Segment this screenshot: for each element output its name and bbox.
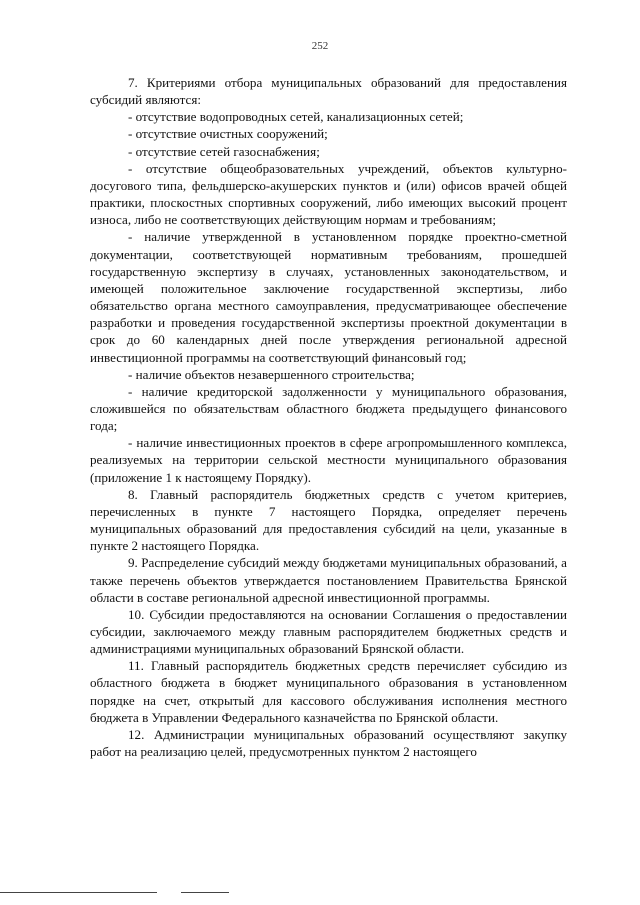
paragraph-9: 9. Распределение субсидий между бюджетами муниципальных образований, а также перечень объектов утверждается постановлением Правительства Брянской области в составе региональной адресной инвестиционной программы.: [90, 555, 567, 605]
criterion-social-facilities: - отсутствие общеобразовательных учреждений, объектов культурно-досугового типа, фельдшерско-акушерских пунктов и (или) офисов врачей общей практики, плоскостных спортивных сооружений, либо имеющих высокий процент износа, либо не соответствующих действующим нормам и требованиям;: [90, 160, 567, 228]
footer-rule-left: [0, 892, 157, 893]
paragraph-10: 10. Субсидии предоставляются на основании Соглашения о предоставлении субсидии, заключаемого между главным распорядителем бюджетных средств и администрациями муниципальных образований Брянской области.: [90, 606, 567, 657]
criterion-project-documentation: - наличие утвержденной в установленном порядке проектно-сметной документации, соответствующей нормативным требованиям, прошедшей государственную экспертизу в случаях, установленных законодательством, и имеющей положительное заключение государственной экспертизы, либо обязательство органа местного самоуправления, предусматривающее обеспечение разработки и проведения государственной экспертизы проектной документации в срок до 60 календарных дней после утверждения региональной адресной инвестиционной программы на соответствующий финансовый год;: [90, 229, 567, 365]
criterion-investment-projects: - наличие инвестиционных проектов в сфере агропромышленного комплекса, реализуемых на территории сельской местности муниципального образования (приложение 1 к настоящему Порядку).: [90, 435, 567, 485]
criterion-water-sewer: - отсутствие водопроводных сетей, канализационных сетей;: [128, 109, 464, 125]
paragraph-11: 11. Главный распорядитель бюджетных средств перечисляет субсидию из областного бюджета в бюджет муниципального образования в установленном порядке на счет, открытый для кассового обслуживания исполнения местного бюджета в Управлении Федерального казначейства по Брянской области.: [90, 658, 567, 725]
criterion-accounts-payable: - наличие кредиторской задолженности у муниципального образования, сложившейся по обязательствам областного бюджета предыдущего финансового года;: [90, 383, 567, 434]
footer-rule: [0, 892, 640, 898]
page-number: 252: [311, 40, 329, 52]
document-body: [90, 74, 567, 760]
footer-rule-right: [181, 892, 229, 893]
paragraph-8: 8. Главный распорядитель бюджетных средств с учетом критериев, перечисленных в пункте 7 настоящего Порядка, определяет перечень муниципальных образований для предоставления субсидий на цели, указанные в пункте 2 настоящего Порядка.: [90, 486, 567, 554]
paragraph-7-criteria: 7. Критериями отбора муниципальных образований для предоставления субсидий являются:: [90, 75, 567, 108]
criterion-unfinished-construction: - наличие объектов незавершенного строительства;: [128, 366, 415, 382]
paragraph-12: 12. Администрации муниципальных образований осуществляют закупку работ на реализацию целей, предусмотренных пунктом 2 настоящего: [90, 726, 567, 760]
criterion-gas-supply: - отсутствие сетей газоснабжения;: [128, 143, 320, 159]
criterion-treatment-facilities: - отсутствие очистных сооружений;: [128, 126, 328, 142]
